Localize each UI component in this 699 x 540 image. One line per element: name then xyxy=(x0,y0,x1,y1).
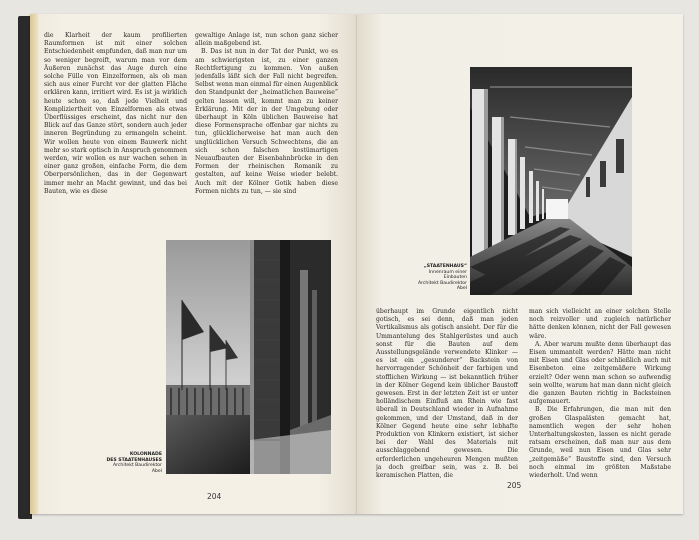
colonnade-caption-title-2: DES STAATENHAUSES xyxy=(106,457,162,463)
page-number-left: 204 xyxy=(207,492,222,501)
left-col1-text: die Klarheit der kaum profilierten Raumformen ist mit einer solchen Entschiedenheit empfunden, daß man nur um so weniger begreift, warum man vor dem Äußeren zunächst das Auge durch eine solche Fülle von Einzelformen, als ob man sich aus einer Furcht vor der glatten Fläche erklären kann, irritiert wird. Es ist ja wirklich heute schon so, daß jede Vielheit und Kompliziertheit von Einzelformen als etwas Überflüssiges erscheint, das nicht nur den Blick auf das Ganze stört, sondern auch jeder inneren Begründung zu ermangeln scheint. Wir wollen heute von einem Bauwerk nicht mehr so stark optisch in Anspruch genommen werden, wir wollen es nur wachen sehen in einer ganz großen, einfache Form, die dem Oberpersönlichen, das in der Gegenwart immer mehr an Macht gewinnt, und das bei Bauten, wie es diese xyxy=(44,32,187,195)
right-col2-text-c: B. Die Erfahrungen, die man mit den großen Glaspalästen gemacht hat, namentlich wegen der sehr hohen Unterhaltungskosten, lassen es nicht gerade ratsam erscheinen, daß man nur aus dem Grunde, weil nun Eisen und Glas sehr „zeitgemäße“ Baustoffe sind, den Versuch noch einmal im größten Maßstabe wiederholt. Und wenn xyxy=(529,406,671,478)
staatenhaus-hall-photo xyxy=(470,67,632,295)
hall-caption-title: „STAATENHAUS“ xyxy=(423,264,467,269)
right-col2-text-a: man sich vielleicht an einer solchen Stelle noch reizvoller und zugleich natürlicher hätte denken können, nicht der Fall gewesen wäre. xyxy=(529,308,671,340)
right-col1-text: überhaupt im Grunde eigentlich nicht gotisch, es sei denn, daß man jeden Vertikalismus als gotisch ansieht. Der für die Ummantelung des Stahlgerüstes und auch sonst für die Bauten auf dem Ausstellungsgelände verwendete Klinker — es ist ein „gesunderer“ Backstein von hervorragender Schönheit der farbigen und stofflichen Wirkung — ist bekanntlich früher in der Kölner Gegend kein üblicher Baustoff gewesen. Erst in der letzten Zeit ist er unter holländischem Einfluß am Rhein wie fast überall in Deutschland wieder in Aufnahme gekommen, und der Umstand, daß in der Kölner Gegend heute eine sehr lebhafte Produktion von Klinkern existiert, ist sicher bei der Wahl des Materials mit ausschlaggebend gewesen. Die erforderlichen ungeheuren Mengen mußten ja doch greifbar sein, was z. B. bei keramischen Platten, die xyxy=(376,308,518,478)
colonnade-caption xyxy=(102,452,162,474)
hall-caption-line2: Innenraum einer Einbauten xyxy=(428,269,467,281)
left-col2-text-b: B. Das ist nun in der Tat der Punkt, wo es am schwierigsten ist, zu einer ganzen Rechtfertigung zu kommen. Von außen jedenfalls läßt sich der Fall nicht begreifen. Selbst wenn man einmal für einen Augenblick den Standpunkt der „heimatlichen Bauweise“ gelten lassen will, kommt man zu keiner Erklärung. Mit der in der Umgebung oder überhaupt in Köln üblichen Bauweise hat diese Formensprache offenbar gar nichts zu tun, glücklicherweise hat man auch den unglücklichen Versuch Schwechtens, die an sich schon falschen kostümartigen Neuaufbauten der Eisenbahnbrücke in den Formen der rheinischen Romanik zu gestalten, auf keine Weise wieder belebt. Auch mit der Kölner Gotik haben diese Formen nichts zu tun, — sie sind xyxy=(195,48,338,195)
colonnade-caption-title-1: KOLONNADE xyxy=(129,452,162,457)
hall-caption-sub: Architekt Baudirektor Abel xyxy=(417,280,467,292)
right-page xyxy=(357,14,683,514)
right-col2-text-b: A. Aber warum mußte denn überhaupt das Eisen ummantelt werden? Hätte man nicht mit Eisen und Glas oder schließlich auch mit Eisenbeton eine zeitgemäßere Wirkung erzielt? Oder wenn man schon so aufwendig sein wollte, warum hat man dann nicht gleich die ganzen Bauten richtig in Backsteinen aufgemauert. xyxy=(529,340,671,406)
right-column-2 xyxy=(529,308,671,478)
hall-caption xyxy=(409,264,467,292)
left-col2-text-a: gewaltige Anlage ist, nun schon ganz sicher allein maßgebend ist. xyxy=(195,32,338,48)
book-spread xyxy=(18,14,684,519)
colonnade-caption-sub: Architekt Baudirektor Abel xyxy=(112,463,162,474)
gilt-edge xyxy=(30,14,38,514)
left-column-1 xyxy=(44,32,187,240)
page-number-right: 205 xyxy=(507,481,522,490)
left-column-2 xyxy=(195,32,338,240)
colonnade-photo xyxy=(166,240,331,474)
right-column-1 xyxy=(376,308,518,478)
left-page xyxy=(30,14,357,514)
